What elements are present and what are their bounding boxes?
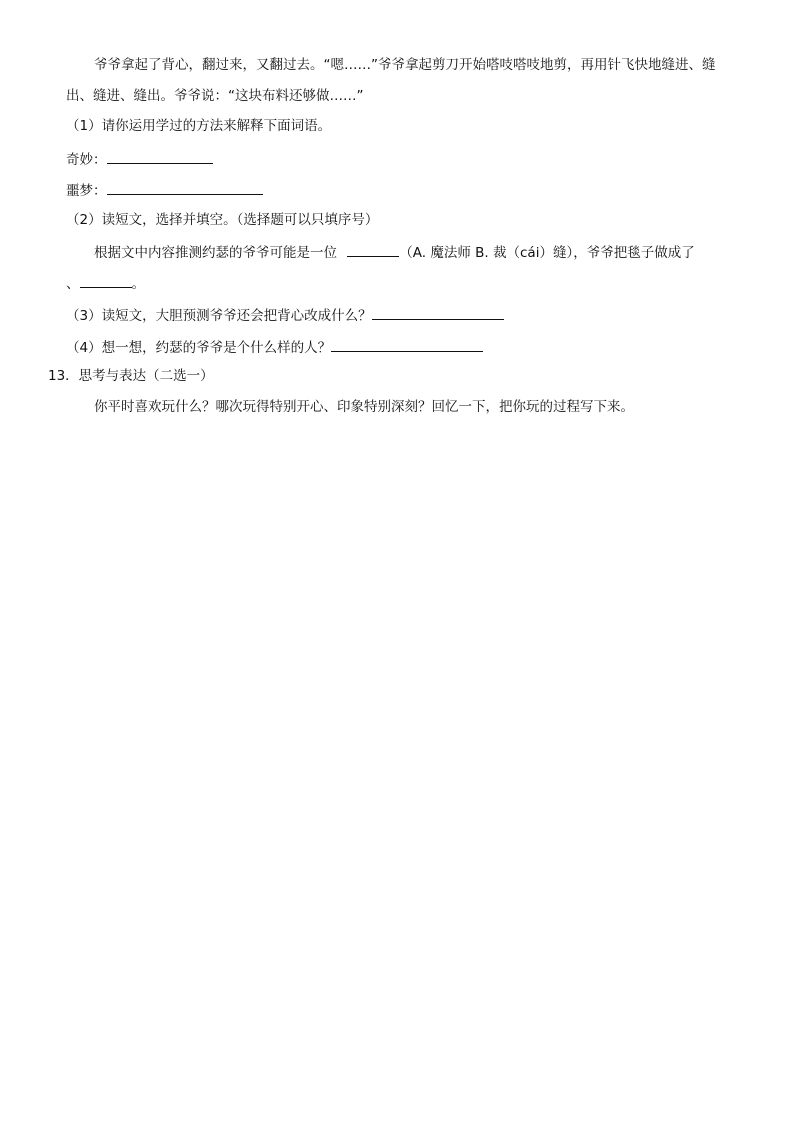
- word-1-answer-blank[interactable]: [107, 149, 213, 164]
- question-2-prompt: （2）读短文，选择并填空。（选择题可以只填序号）: [66, 212, 379, 228]
- passage-line-2: 出、缝进、缝出。爷爷说：“这块布料还够做……”: [66, 88, 364, 104]
- word-1-label: 奇妙：: [66, 152, 107, 168]
- question-4-prompt: （4）想一想，约瑟的爷爷是个什么样的人？: [66, 340, 332, 356]
- question-3-prompt: （3）读短文，大胆预测爷爷还会把背心改成什么？: [66, 308, 372, 324]
- word-2-answer-blank[interactable]: [107, 180, 263, 195]
- question-3: [66, 305, 504, 325]
- question-2-text: 根据文中内容推测约瑟的爷爷可能是一位: [94, 245, 337, 261]
- section-13-title: 13．思考与表达（二选一）: [48, 368, 214, 384]
- question-2-line-2: [66, 273, 145, 293]
- section-13-prompt: 你平时喜欢玩什么？哪次玩得特别开心、印象特别深刻？回忆一下，把你玩的过程写下来。: [94, 399, 634, 415]
- question-2-separator: 、: [66, 276, 80, 292]
- question-3-answer-blank[interactable]: [372, 305, 504, 320]
- question-1-word-2: [66, 180, 263, 200]
- question-4-answer-blank[interactable]: [331, 337, 483, 352]
- question-2-period: 。: [131, 276, 145, 292]
- question-2-options: （A. 魔法师 B. 裁（cái）缝），爷爷把毯子做成了: [399, 245, 695, 261]
- word-2-label: 噩梦：: [66, 183, 107, 199]
- question-2-choice-blank[interactable]: [347, 242, 399, 257]
- passage-line-1: 爷爷拿起了背心，翻过来，又翻过去。“嗯……”爷爷拿起剪刀开始嗒吱嗒吱地剪，再用针飞快地缝进、缝: [94, 57, 716, 73]
- question-1-word-1: [66, 149, 213, 169]
- question-1-prompt: （1）请你运用学过的方法来解释下面词语。: [66, 118, 332, 134]
- question-4: [66, 337, 483, 357]
- question-2-line-1: [94, 242, 695, 262]
- question-2-fill-blank[interactable]: [80, 273, 132, 288]
